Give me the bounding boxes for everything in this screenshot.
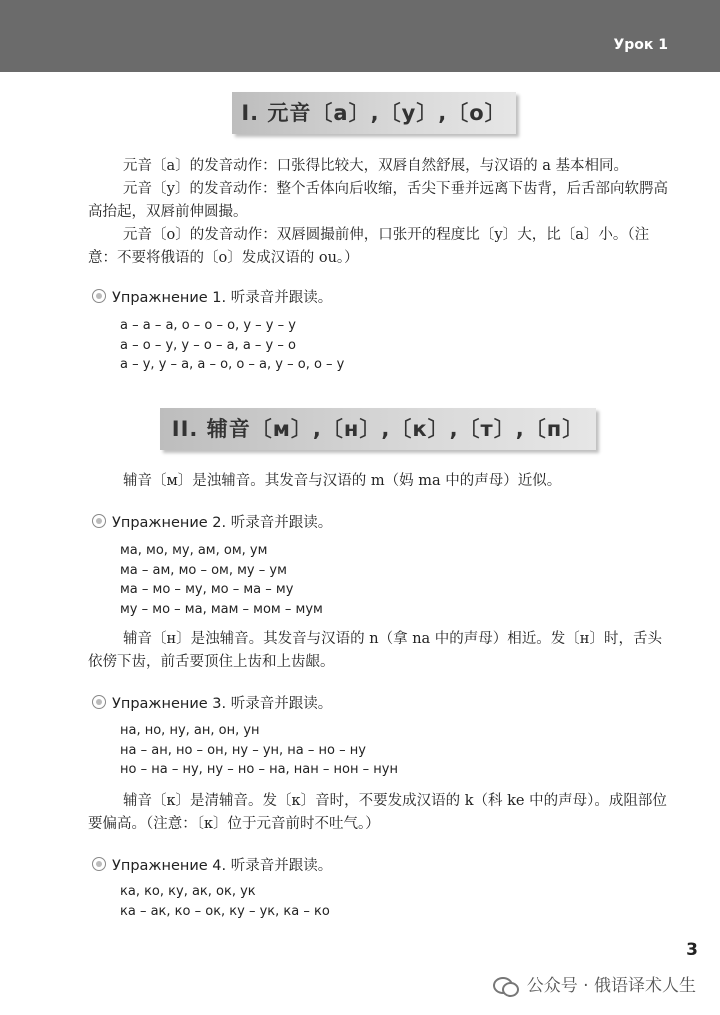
exercise-1-label: Упражнение 1. xyxy=(112,290,227,306)
consonant-m-paragraph xyxy=(88,470,673,493)
exercise-1-lines xyxy=(120,316,344,375)
exercise-line: а – у, у – а, а – о, о – а, у – о, о – у xyxy=(120,357,345,372)
audio-disc-icon xyxy=(92,695,106,709)
audio-disc-icon xyxy=(92,289,106,303)
exercise-3-lines xyxy=(120,721,398,780)
exercise-4-label: Упражнение 4. xyxy=(112,858,227,874)
consonant-k-text: 辅音〔к〕是清辅音。发〔к〕音时，不要发成汉语的 k（科 ke 中的声母）。成阻部位要偏高。（注意：〔к〕位于元音前时不吐气。） xyxy=(88,793,667,832)
exercise-2-instruction: 听录音并跟读。 xyxy=(230,515,333,531)
exercise-2-lines xyxy=(120,541,323,619)
audio-disc-icon xyxy=(92,514,106,528)
exercise-line: ка – ак, ко – ок, ку – ук, ка – ко xyxy=(120,903,330,919)
vowel-u-paragraph: 元音〔у〕的发音动作：整个舌体向后收缩，舌尖下垂并远离下齿背，后舌部向软腭高高抬起，双唇前伸圆撮。 xyxy=(88,181,669,220)
exercise-4-instruction: 听录音并跟读。 xyxy=(230,858,333,874)
vowel-a-paragraph: 元音〔а〕的发音动作：口张得比较大，双唇自然舒展，与汉语的 a 基本相同。 xyxy=(123,158,629,174)
consonant-n-paragraph xyxy=(88,628,673,674)
watermark-text: 公众号 · 俄语译术人生 xyxy=(526,976,696,996)
exercise-line: му – мо – ма, мам – мом – мум xyxy=(120,601,323,617)
exercise-1-instruction: 听录音并跟读。 xyxy=(230,290,333,306)
audio-disc-icon xyxy=(92,857,106,871)
consonant-m-text: 辅音〔м〕是浊辅音。其发音与汉语的 m（妈 ma 中的声母）近似。 xyxy=(123,473,562,489)
page-number: 3 xyxy=(686,940,698,960)
section-title-consonants: II. 辅音〔м〕,〔н〕,〔к〕,〔т〕,〔п〕 xyxy=(160,408,596,450)
lesson-label: Урок 1 xyxy=(613,37,668,53)
exercise-line: ма – мо – му, мо – ма – му xyxy=(120,582,294,597)
exercise-line: на, но, ну, ан, он, ун xyxy=(120,723,260,738)
exercise-4-lines xyxy=(120,882,330,921)
exercise-line: ма – ам, мо – ом, му – ум xyxy=(120,562,287,578)
exercise-3-instruction: 听录音并跟读。 xyxy=(230,696,333,712)
exercise-2-heading xyxy=(92,513,332,533)
exercise-2-label: Упражнение 2. xyxy=(112,515,227,531)
watermark xyxy=(493,974,696,998)
exercise-3-heading xyxy=(92,694,332,714)
vowel-description xyxy=(88,155,673,270)
exercise-line: а – о – у, у – о – а, а – у – о xyxy=(120,337,296,353)
exercise-1-heading xyxy=(92,288,332,308)
wechat-icon xyxy=(493,975,519,995)
exercise-line: на – ан, но – он, ну – ун, на – но – ну xyxy=(120,742,366,758)
exercise-line: ка, ко, ку, ак, ок, ук xyxy=(120,884,256,899)
consonant-n-text: 辅音〔н〕是浊辅音。其发音与汉语的 n（拿 na 中的声母）相近。发〔н〕时，舌头依傍下齿，前舌要顶住上齿和上齿龈。 xyxy=(88,631,662,670)
section-title-vowels: I. 元音〔а〕,〔у〕,〔о〕 xyxy=(232,92,516,134)
header-bar xyxy=(0,0,720,72)
consonant-k-paragraph xyxy=(88,790,673,836)
exercise-line: а – а – а, о – о – о, у – у – у xyxy=(120,318,296,333)
exercise-4-heading xyxy=(92,856,332,876)
exercise-line: ма, мо, му, ам, ом, ум xyxy=(120,543,268,558)
vowel-o-paragraph: 元音〔о〕的发音动作：双唇圆撮前伸，口张开的程度比〔у〕大，比〔а〕小。（注意：不要将俄语的〔о〕发成汉语的 ou。） xyxy=(88,227,650,266)
exercise-line: но – на – ну, ну – но – на, нан – нон – нун xyxy=(120,762,398,777)
exercise-3-label: Упражнение 3. xyxy=(112,696,227,712)
